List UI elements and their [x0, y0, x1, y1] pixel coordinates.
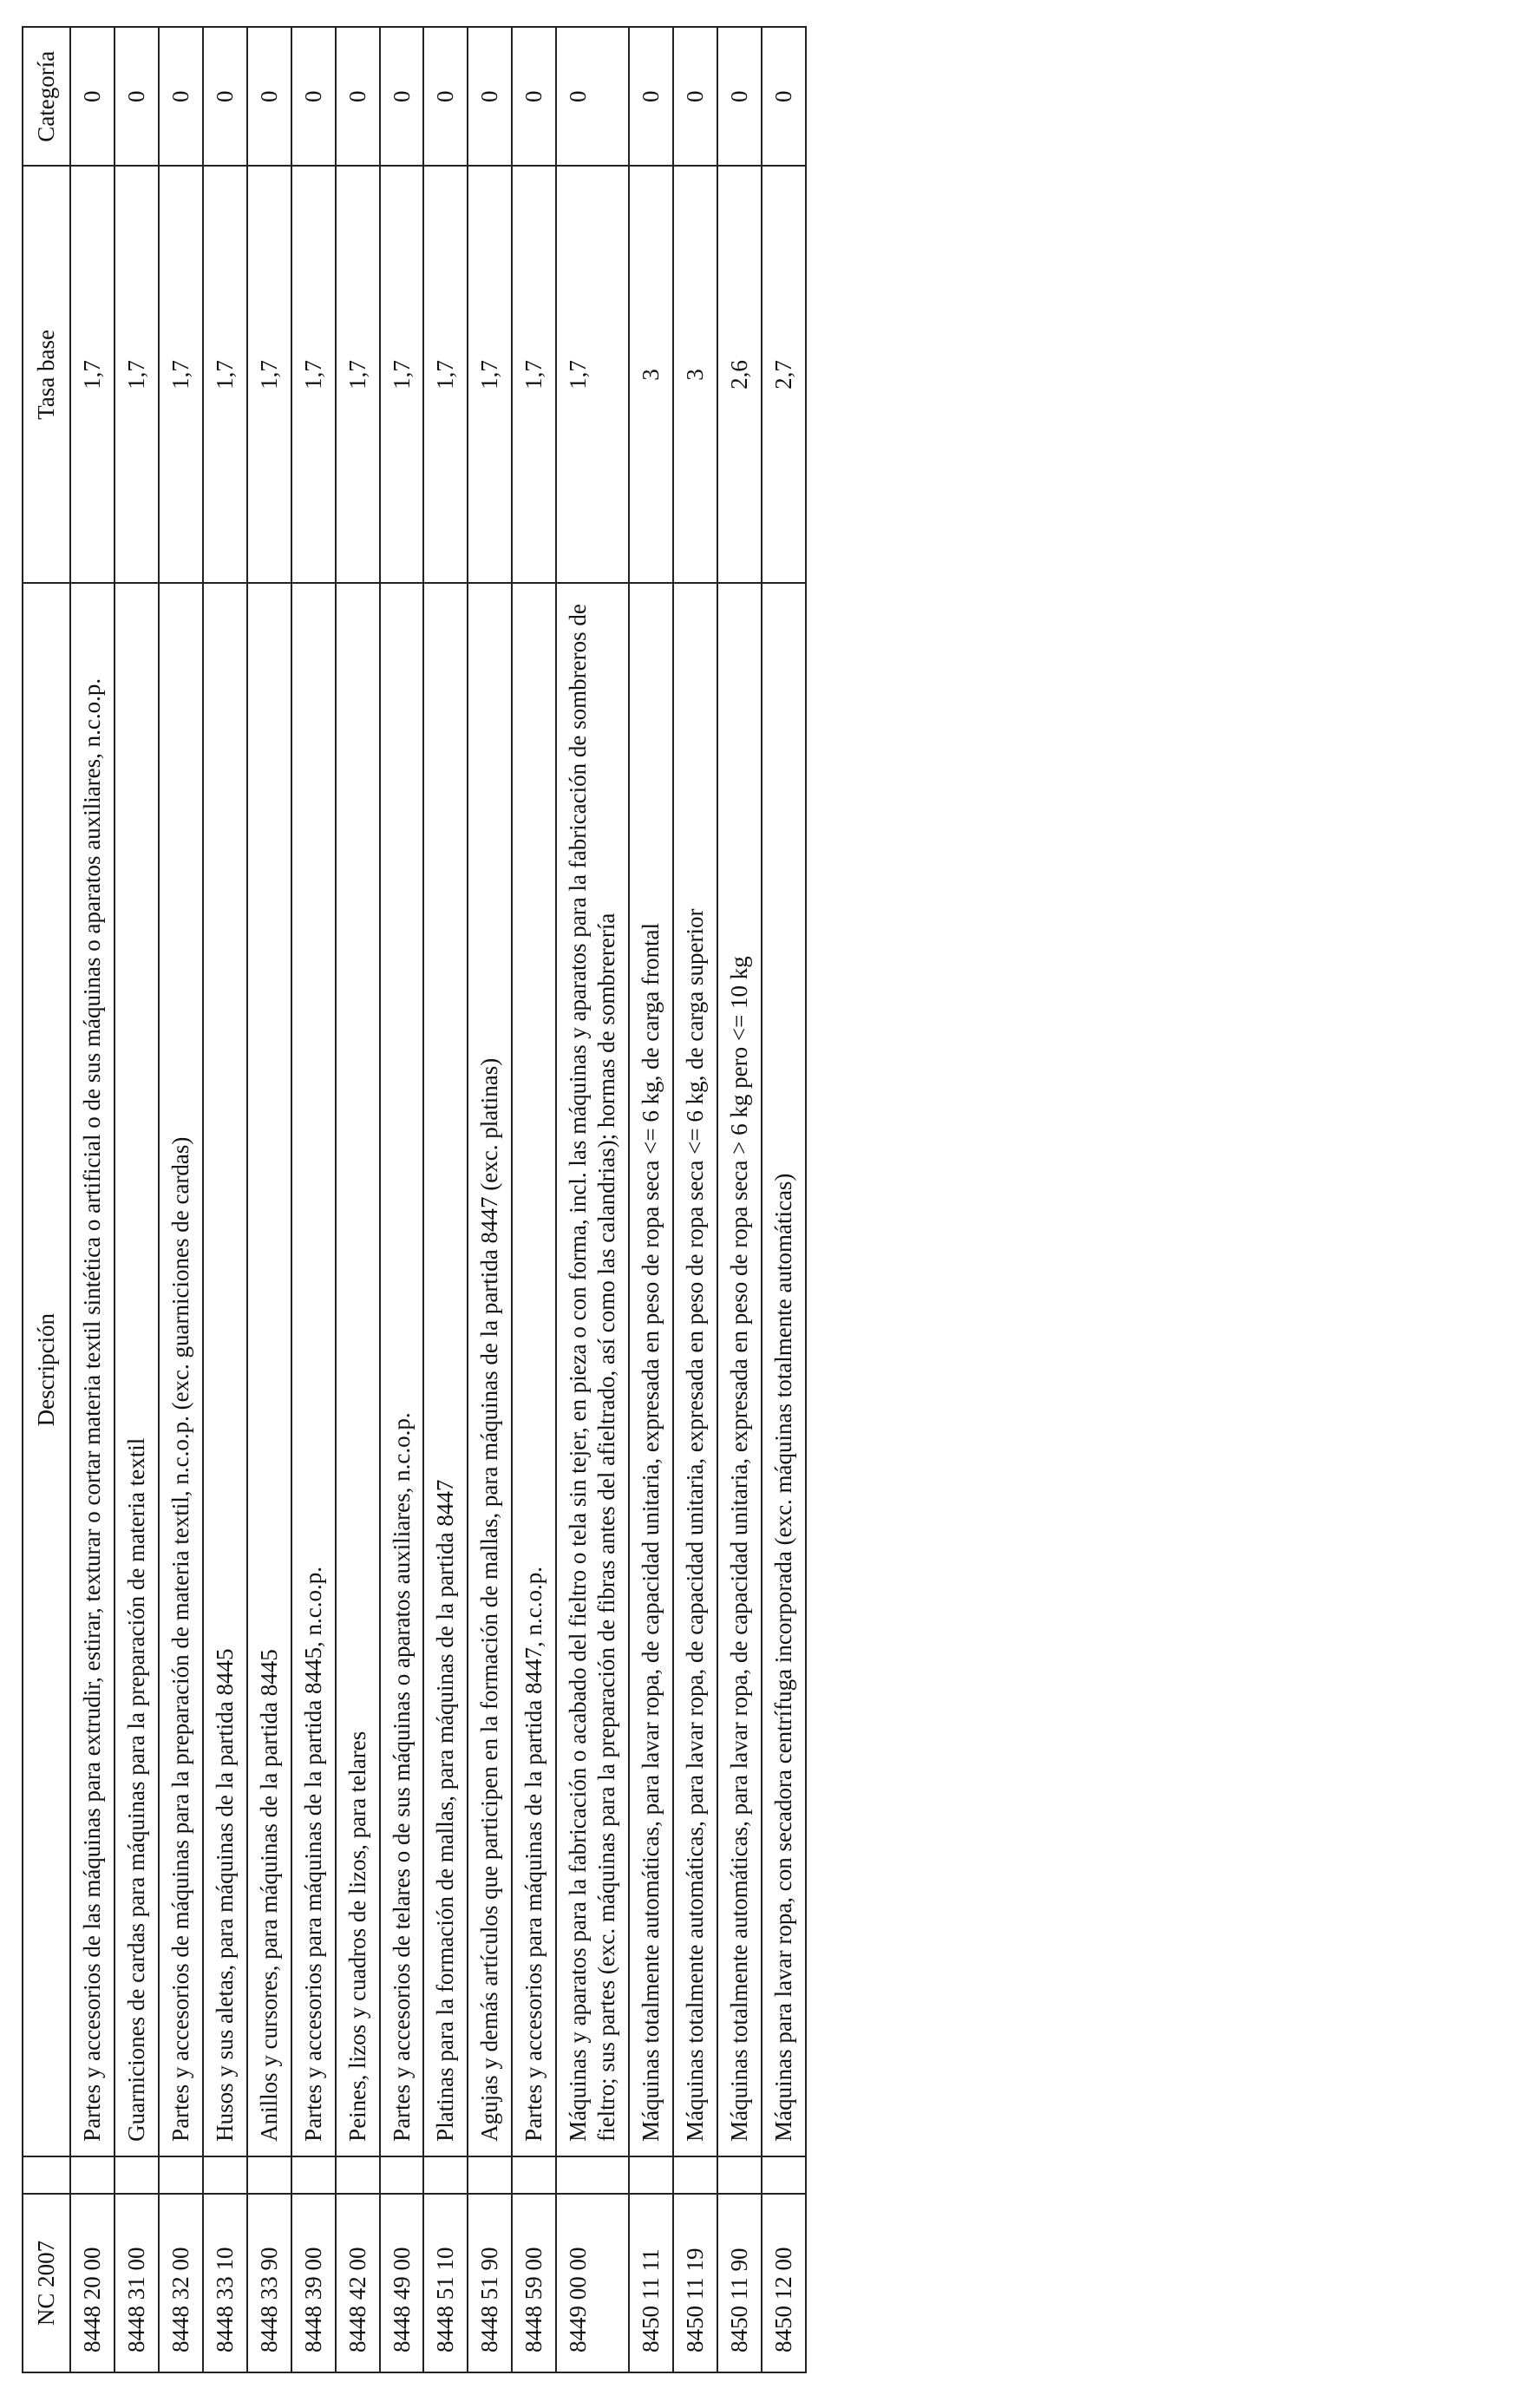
cell-spacer [673, 2156, 717, 2194]
cell-base-rate: 2,6 [717, 166, 762, 583]
cell-code: 8448 51 90 [468, 2194, 512, 2372]
cell-base-rate: 1,7 [423, 166, 468, 583]
cell-code: 8448 31 00 [115, 2194, 159, 2372]
table-row [203, 27, 247, 2372]
cell-spacer [556, 2156, 629, 2194]
cell-spacer [762, 2156, 806, 2194]
cell-description: Máquinas para lavar ropa, con secadora centrífuga incorporada (exc. máquinas totalmente automáticas) [762, 583, 806, 2156]
cell-code: 8448 20 00 [70, 2194, 115, 2372]
cell-code: 8448 49 00 [380, 2194, 424, 2372]
cell-category: 0 [673, 27, 717, 166]
cell-category: 0 [203, 27, 247, 166]
cell-spacer [717, 2156, 762, 2194]
cell-base-rate: 1,7 [70, 166, 115, 583]
table-row [468, 27, 512, 2372]
cell-code: 8448 33 10 [203, 2194, 247, 2372]
cell-description: Partes y accesorios de telares o de sus máquinas o aparatos auxiliares, n.c.o.p. [380, 583, 424, 2156]
cell-spacer [423, 2156, 468, 2194]
cell-category: 0 [512, 27, 556, 166]
cell-code: 8448 51 10 [423, 2194, 468, 2372]
cell-category: 0 [556, 27, 629, 166]
cell-code: 8450 11 19 [673, 2194, 717, 2372]
tariff-table [22, 26, 807, 2373]
table-row [247, 27, 291, 2372]
header-description: Descripción [23, 583, 70, 2156]
table-row [717, 27, 762, 2372]
cell-category: 0 [468, 27, 512, 166]
table-row [512, 27, 556, 2372]
cell-description: Partes y accesorios para máquinas de la partida 8445, n.c.o.p. [291, 583, 336, 2156]
cell-description: Máquinas totalmente automáticas, para lavar ropa, de capacidad unitaria, expresada en peso de ropa seca <= 6 kg, de carga superior [673, 583, 717, 2156]
cell-description: Platinas para la formación de mallas, para máquinas de la partida 8447 [423, 583, 468, 2156]
cell-code: 8450 11 90 [717, 2194, 762, 2372]
cell-code: 8448 59 00 [512, 2194, 556, 2372]
cell-description: Partes y accesorios de las máquinas para extrudir, estirar, texturar o cortar materia textil sintética o artificial o de sus máquinas o aparatos auxiliares, n.c.o.p. [70, 583, 115, 2156]
cell-base-rate: 3 [673, 166, 717, 583]
header-code: NC 2007 [23, 2194, 70, 2372]
table-row [291, 27, 336, 2372]
cell-category: 0 [762, 27, 806, 166]
cell-base-rate: 2,7 [762, 166, 806, 583]
table-row [115, 27, 159, 2372]
header-base-rate: Tasa base [23, 166, 70, 583]
table-row [336, 27, 380, 2372]
cell-code: 8448 33 90 [247, 2194, 291, 2372]
cell-spacer [247, 2156, 291, 2194]
cell-description: Anillos y cursores, para máquinas de la partida 8445 [247, 583, 291, 2156]
cell-category: 0 [159, 27, 203, 166]
cell-spacer [203, 2156, 247, 2194]
header-category: Categoría [23, 27, 70, 166]
cell-category: 0 [717, 27, 762, 166]
table-row [423, 27, 468, 2372]
cell-code: 8448 39 00 [291, 2194, 336, 2372]
cell-spacer [380, 2156, 424, 2194]
cell-category: 0 [115, 27, 159, 166]
cell-base-rate: 3 [629, 166, 673, 583]
cell-base-rate: 1,7 [380, 166, 424, 583]
cell-base-rate: 1,7 [291, 166, 336, 583]
cell-spacer [70, 2156, 115, 2194]
cell-spacer [336, 2156, 380, 2194]
cell-base-rate: 1,7 [203, 166, 247, 583]
table-row [70, 27, 115, 2372]
table-row [762, 27, 806, 2372]
cell-base-rate: 1,7 [159, 166, 203, 583]
cell-base-rate: 1,7 [247, 166, 291, 583]
cell-category: 0 [629, 27, 673, 166]
cell-spacer [115, 2156, 159, 2194]
cell-spacer [512, 2156, 556, 2194]
cell-description: Máquinas y aparatos para la fabricación o acabado del fieltro o tela sin tejer, en pieza o con forma, incl. las máquinas y aparatos para la fabricación de sombreros de fieltro; sus partes (exc. máquinas para la preparación de fibras antes del afieltrado, así como las calandrias); hormas de sombrerería [556, 583, 629, 2156]
table-row [629, 27, 673, 2372]
cell-code: 8450 12 00 [762, 2194, 806, 2372]
table-row [380, 27, 424, 2372]
table-row [556, 27, 629, 2372]
cell-base-rate: 1,7 [336, 166, 380, 583]
cell-code: 8449 00 00 [556, 2194, 629, 2372]
cell-description: Partes y accesorios para máquinas de la partida 8447, n.c.o.p. [512, 583, 556, 2156]
cell-base-rate: 1,7 [512, 166, 556, 583]
cell-code: 8448 42 00 [336, 2194, 380, 2372]
cell-spacer [291, 2156, 336, 2194]
cell-description: Máquinas totalmente automáticas, para lavar ropa, de capacidad unitaria, expresada en peso de ropa seca > 6 kg pero <= 10 kg [717, 583, 762, 2156]
cell-base-rate: 1,7 [556, 166, 629, 583]
cell-description: Guarniciones de cardas para máquinas para la preparación de materia textil [115, 583, 159, 2156]
table-row [159, 27, 203, 2372]
cell-category: 0 [247, 27, 291, 166]
cell-category: 0 [380, 27, 424, 166]
cell-category: 0 [336, 27, 380, 166]
cell-base-rate: 1,7 [468, 166, 512, 583]
cell-description: Partes y accesorios de máquinas para la preparación de materia textil, n.c.o.p. (exc. guarniciones de cardas) [159, 583, 203, 2156]
cell-code: 8450 11 11 [629, 2194, 673, 2372]
cell-description: Peines, lizos y cuadros de lizos, para telares [336, 583, 380, 2156]
cell-spacer [159, 2156, 203, 2194]
cell-category: 0 [423, 27, 468, 166]
cell-spacer [629, 2156, 673, 2194]
cell-description: Agujas y demás artículos que participen en la formación de mallas, para máquinas de la partida 8447 (exc. platinas) [468, 583, 512, 2156]
cell-description: Husos y sus aletas, para máquinas de la partida 8445 [203, 583, 247, 2156]
header-spacer [23, 2156, 70, 2194]
cell-base-rate: 1,7 [115, 166, 159, 583]
cell-category: 0 [291, 27, 336, 166]
cell-code: 8448 32 00 [159, 2194, 203, 2372]
cell-spacer [468, 2156, 512, 2194]
cell-description: Máquinas totalmente automáticas, para lavar ropa, de capacidad unitaria, expresada en peso de ropa seca <= 6 kg, de carga frontal [629, 583, 673, 2156]
table-row [673, 27, 717, 2372]
table-header-row [23, 27, 70, 2372]
cell-category: 0 [70, 27, 115, 166]
